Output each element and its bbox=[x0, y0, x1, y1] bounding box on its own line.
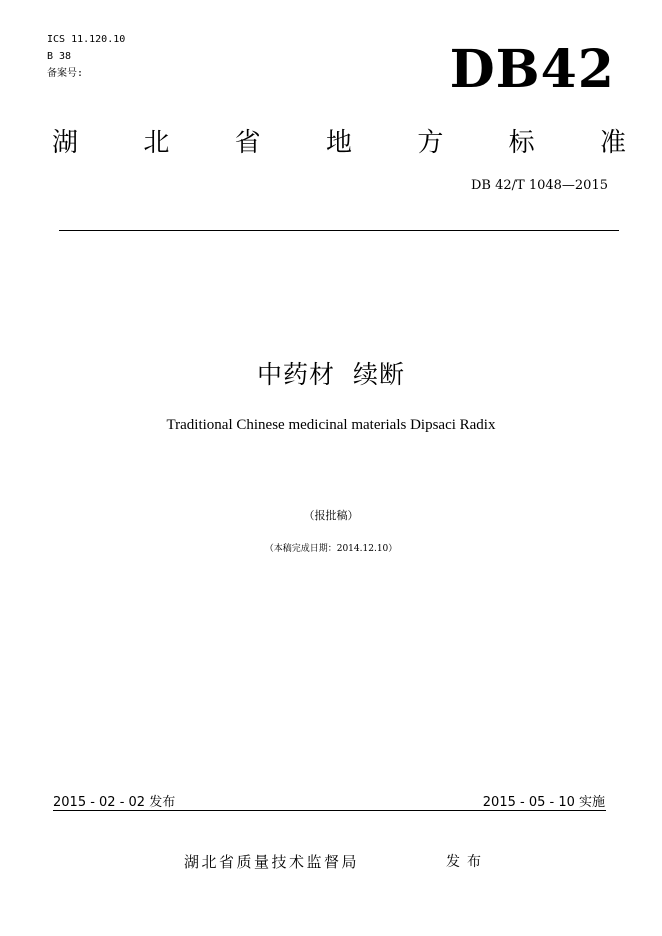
record-number-label: 备案号: bbox=[47, 68, 84, 79]
document-title-en: Traditional Chinese medicinal materials Dipsaci Radix bbox=[166, 417, 496, 433]
standard-type-char: 方 bbox=[417, 128, 444, 158]
classification-code: B 38 bbox=[47, 51, 72, 62]
publish-date: 2015 - 02 - 02 发布 bbox=[53, 795, 176, 810]
standard-type-char: 准 bbox=[599, 128, 626, 158]
issue-label: 发布 bbox=[446, 854, 488, 870]
standard-type-char: 标 bbox=[508, 128, 535, 158]
draft-status: （报批稿） bbox=[303, 509, 359, 522]
completion-date: （本稿完成日期：2014.12.10） bbox=[264, 544, 398, 554]
issuing-authority: 湖北省质量技术监督局 bbox=[184, 853, 360, 871]
standard-type-char: 湖 bbox=[52, 128, 79, 158]
document-title-cn: 中药材 续断 bbox=[257, 360, 405, 389]
ics-code: ICS 11.120.10 bbox=[47, 34, 126, 45]
standard-type-heading bbox=[52, 126, 626, 160]
header-divider bbox=[59, 230, 619, 231]
implement-date: 2015 - 05 - 10 实施 bbox=[482, 795, 605, 810]
standard-type-char: 北 bbox=[143, 128, 170, 158]
standard-number: DB 42/T 1048—2015 bbox=[470, 178, 608, 193]
standard-type-char: 地 bbox=[325, 128, 352, 158]
standard-type-char: 省 bbox=[234, 128, 261, 158]
footer-divider bbox=[53, 810, 606, 811]
standard-logo: DB42 bbox=[449, 39, 615, 100]
